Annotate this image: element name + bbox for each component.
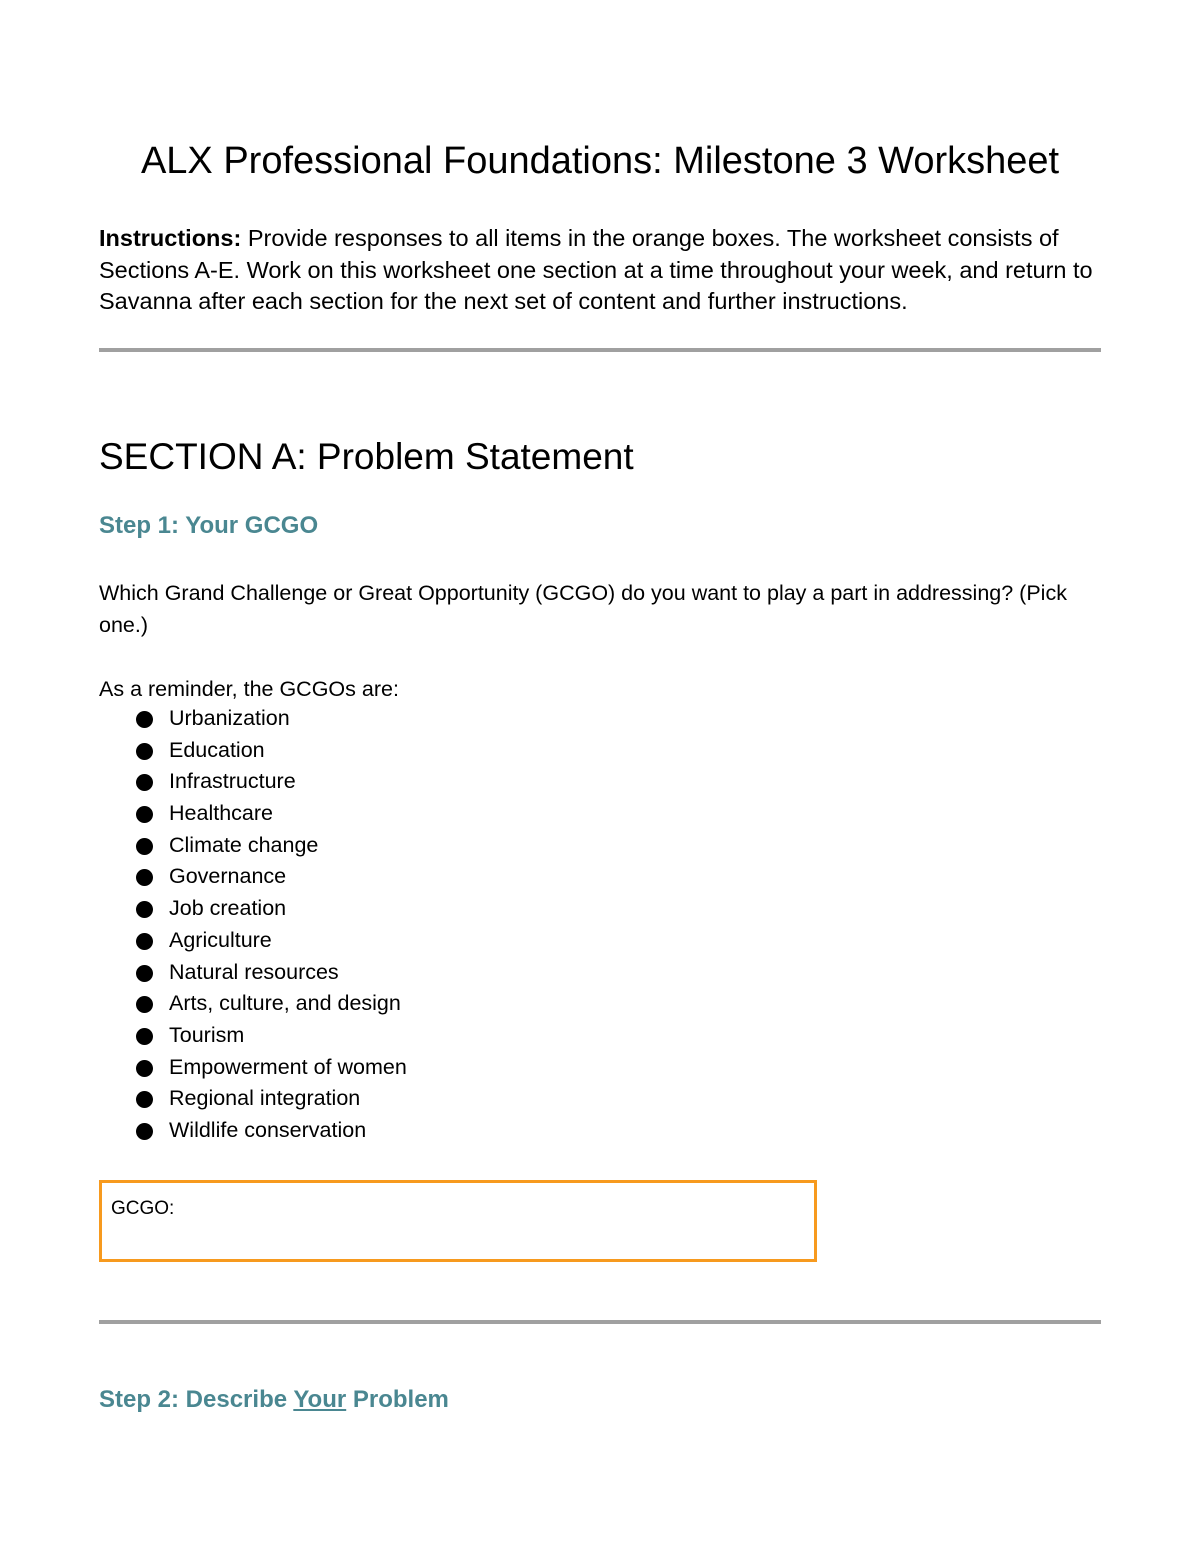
list-item xyxy=(99,988,407,1020)
gcgo-label: Education xyxy=(169,737,265,762)
gcgo-label: Job creation xyxy=(169,896,287,921)
list-item xyxy=(99,925,407,957)
list-item xyxy=(99,1083,407,1115)
list-item xyxy=(99,893,407,925)
instructions-label: Instructions: xyxy=(99,225,242,251)
gcgo-reminder: As a reminder, the GCGOs are: xyxy=(99,677,399,701)
step-1-heading: Step 1: Your GCGO xyxy=(99,512,319,539)
list-item xyxy=(99,861,407,893)
gcgo-label: Tourism xyxy=(169,1022,245,1047)
step-2-heading-underlined: Your xyxy=(293,1386,347,1413)
step-2-heading-suffix: Problem xyxy=(346,1386,449,1413)
gcgo-answer-box[interactable] xyxy=(99,1180,817,1262)
gcgo-label: Agriculture xyxy=(169,927,272,952)
list-item xyxy=(99,830,407,862)
gcgo-label: Healthcare xyxy=(169,801,273,826)
divider-bottom xyxy=(99,1320,1101,1324)
list-item xyxy=(99,798,407,830)
bullet-icon xyxy=(136,1060,153,1077)
bullet-icon xyxy=(136,806,153,823)
gcgo-label: Natural resources xyxy=(169,959,339,984)
divider-top xyxy=(99,348,1101,352)
gcgo-label: Regional integration xyxy=(169,1086,361,1111)
list-item xyxy=(99,766,407,798)
list-item xyxy=(99,1020,407,1052)
bullet-icon xyxy=(136,1123,153,1140)
gcgo-list xyxy=(99,703,407,1147)
bullet-icon xyxy=(136,1028,153,1045)
section-a-heading: SECTION A: Problem Statement xyxy=(99,436,634,477)
gcgo-label: Climate change xyxy=(169,832,319,857)
bullet-icon xyxy=(136,774,153,791)
instructions-paragraph xyxy=(99,223,1109,318)
instructions-text: Provide responses to all items in the orange boxes. The worksheet consists of Sections A-E. Work on this worksheet one section at a time throughout your week, and return to Savanna after each section for the next set of content and further instructions. xyxy=(99,225,1093,314)
step-2-heading-prefix: Step 2: Describe xyxy=(99,1386,294,1413)
bullet-icon xyxy=(136,1091,153,1108)
bullet-icon xyxy=(136,965,153,982)
list-item xyxy=(99,1115,407,1147)
list-item xyxy=(99,735,407,767)
gcgo-label: Empowerment of women xyxy=(169,1054,407,1079)
bullet-icon xyxy=(136,996,153,1013)
list-item xyxy=(99,957,407,989)
gcgo-label: Arts, culture, and design xyxy=(169,991,401,1016)
bullet-icon xyxy=(136,869,153,886)
step-2-heading xyxy=(99,1385,449,1415)
gcgo-label: Wildlife conservation xyxy=(169,1117,367,1142)
bullet-icon xyxy=(136,711,153,728)
gcgo-question: Which Grand Challenge or Great Opportunity (GCGO) do you want to play a part in addressing? (Pick one.) xyxy=(99,581,1067,637)
gcgo-answer-label: GCGO: xyxy=(111,1198,175,1219)
document-title: ALX Professional Foundations: Milestone 3 Worksheet xyxy=(140,140,1060,182)
gcgo-label: Urbanization xyxy=(169,706,290,730)
list-item xyxy=(99,703,407,735)
bullet-icon xyxy=(136,743,153,760)
list-item xyxy=(99,1052,407,1084)
bullet-icon xyxy=(136,838,153,855)
bullet-icon xyxy=(136,901,153,918)
gcgo-label: Infrastructure xyxy=(169,769,296,794)
gcgo-label: Governance xyxy=(169,864,287,889)
bullet-icon xyxy=(136,933,153,950)
